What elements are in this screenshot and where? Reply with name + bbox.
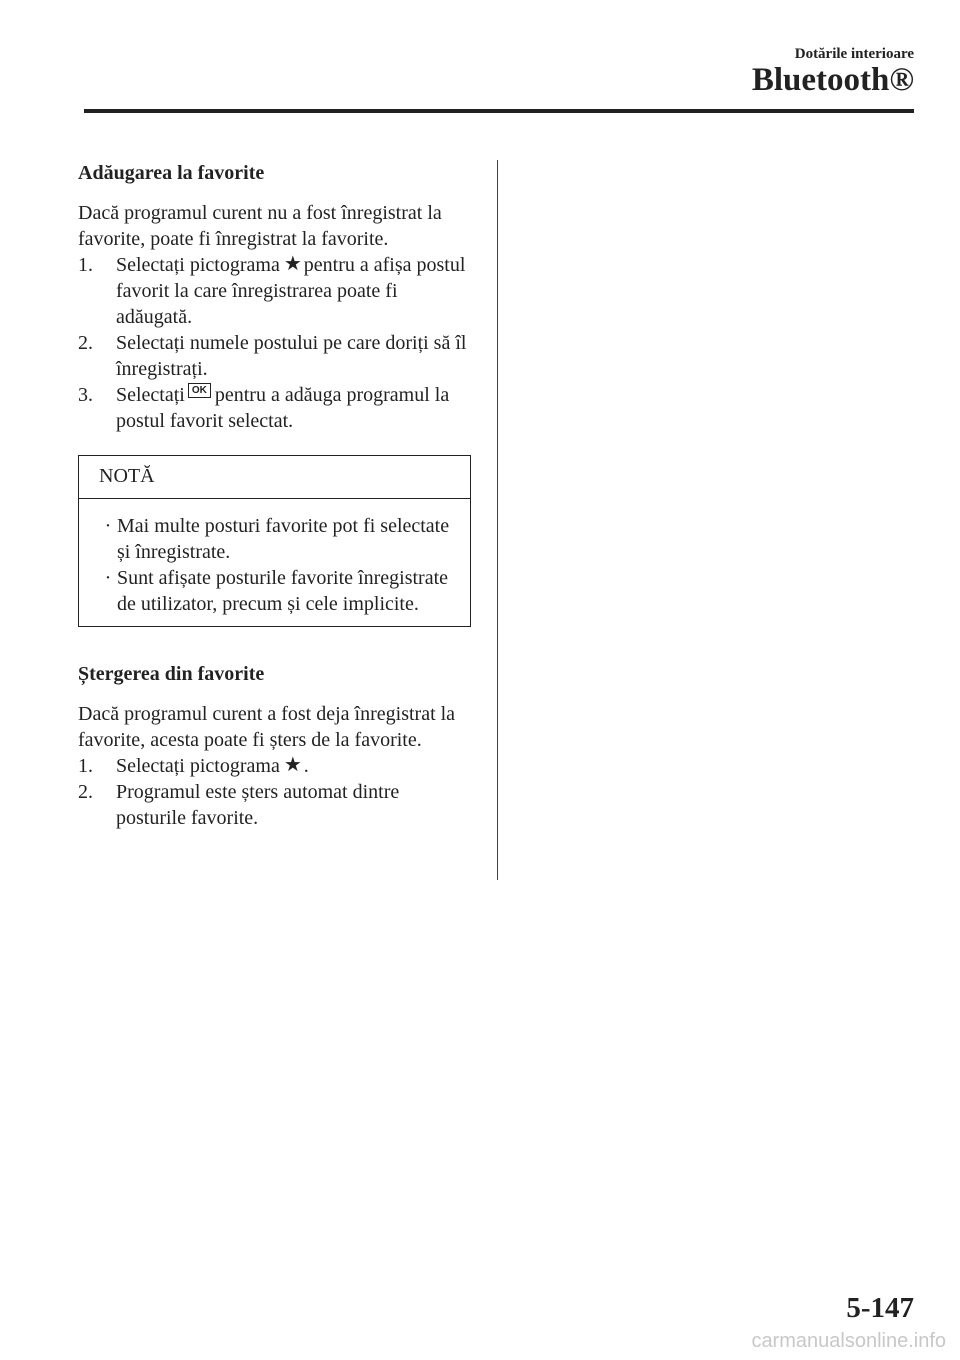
left-column bbox=[78, 160, 473, 831]
step-text: Programul este șters automat dintre posturile favorite. bbox=[116, 781, 400, 829]
bullet-dot: · bbox=[104, 567, 112, 589]
section-intro-add: Dacă programul curent nu a fost înregistrat la favorite, poate fi înregistrat la favorite. bbox=[78, 202, 442, 250]
page-number: 5-147 bbox=[846, 1292, 914, 1324]
column-divider bbox=[497, 160, 498, 880]
watermark: carmanualsonline.info bbox=[751, 1330, 946, 1352]
step-number: 1. bbox=[78, 254, 93, 276]
note-box bbox=[78, 455, 471, 627]
section-intro-delete: Dacă programul curent a fost deja înregistrat la favorite, acesta poate fi șters de la favorite. bbox=[78, 703, 456, 751]
step-number: 3. bbox=[78, 384, 93, 406]
step-number: 1. bbox=[78, 755, 93, 777]
note-bullet-text: Mai multe posturi favorite pot fi selectate și înregistrate. bbox=[117, 515, 450, 563]
step-item bbox=[78, 382, 473, 434]
step-text: Selectați pictograma ★ . bbox=[116, 754, 309, 777]
step-text: Selectați OK pentru a adăuga programul la postul favorit selectat. bbox=[116, 384, 450, 432]
step-item bbox=[78, 330, 473, 382]
note-body bbox=[79, 499, 470, 626]
step-text: Selectați numele postului pe care doriți să îl înregistrați. bbox=[116, 332, 467, 380]
step-item bbox=[78, 779, 473, 831]
note-bullet bbox=[99, 565, 450, 617]
step-text: Selectați pictograma ★ pentru a afișa postul favorit la care înregistrarea poate fi adăugată. bbox=[116, 253, 466, 328]
section-heading-delete-favorites: Ștergerea din favorite bbox=[78, 663, 265, 685]
step-number: 2. bbox=[78, 332, 93, 354]
note-bullet-text: Sunt afișate posturile favorite înregistrate de utilizator, precum și cele implicite. bbox=[117, 567, 449, 615]
note-title: NOTĂ bbox=[79, 456, 470, 499]
note-bullet bbox=[99, 513, 450, 565]
section-heading-add-favorites: Adăugarea la favorite bbox=[78, 162, 265, 184]
step-number: 2. bbox=[78, 781, 93, 803]
running-header-title: Bluetooth® bbox=[751, 62, 914, 98]
bullet-dot: · bbox=[104, 515, 112, 537]
star-icon: ★ bbox=[283, 754, 302, 776]
star-icon: ★ bbox=[283, 253, 302, 275]
step-item bbox=[78, 753, 473, 779]
header-divider bbox=[84, 109, 914, 113]
ok-button-icon: OK bbox=[188, 383, 211, 398]
running-header-section: Dotările interioare bbox=[794, 46, 914, 62]
step-item bbox=[78, 252, 473, 330]
